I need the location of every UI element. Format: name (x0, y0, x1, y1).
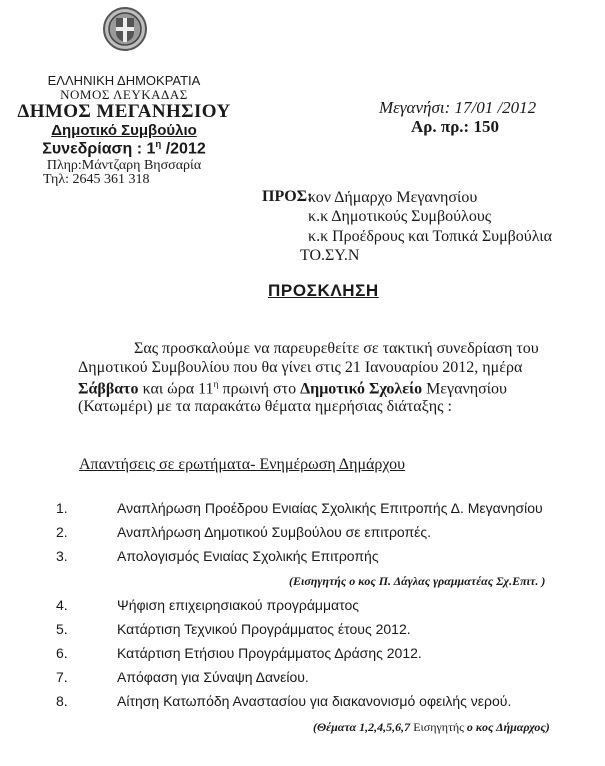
agenda-item-number: 6. (56, 645, 68, 661)
agenda-item-text: Απολογισμός Ενιαίας Σχολικής Επιτροπής (117, 548, 379, 564)
agenda-item-number: 4. (56, 597, 68, 613)
body-line-4: (Κατωμέρι) με τα παρακάτω θέματα ημερήσιας διάταξης : (78, 398, 452, 415)
recipient-line: κ.κ Προέδρους και Τοπικά Συμβούλια (308, 228, 552, 245)
body-line-1: Σας προσκαλούμε να παρευρεθείτε σε τακτική συνεδρίαση του (134, 340, 539, 357)
note-mayor: ο κος Δήμαρχος) (463, 720, 550, 734)
agenda-final-note (313, 720, 550, 735)
document-date: Μεγανήσι: 17/01 /2012 (379, 98, 537, 117)
agenda-item-3-note: (Εισηγητής ο κος Π. Δάγλας γραμματέας Σχ.Επιτ. ) (289, 574, 546, 588)
meeting-venue: Δημοτικό Σχολείο (300, 380, 423, 398)
session-suffix: /2012 (161, 140, 206, 158)
session-number (4, 139, 244, 158)
time-prefix: και ώρα 11 (138, 380, 214, 398)
agenda-item-text: Ψήφιση επιχειρησιακού προγράμματος (117, 597, 360, 613)
agenda-item-number: 7. (56, 669, 68, 685)
agenda-item-number: 8. (56, 693, 68, 709)
body-line-2: Δημοτικού Συμβουλίου που θα γίνει στις 21 Ιανουαρίου 2012, ημέρα (78, 359, 523, 376)
agenda-item-text: Αίτηση Κατωπόδη Αναστασίου για διακανονισμό οφειλής νερού. (117, 693, 512, 709)
agenda-item-text: Κατάρτιση Τεχνικού Προγράμματος έτους 2012. (117, 621, 411, 637)
agenda-heading: Απαντήσεις σε ερωτήματα- Ενημέρωση Δημάρχου (79, 456, 406, 473)
municipality-name: ΔΗΜΟΣ ΜΕΓΑΝΗΣΙΟΥ (17, 101, 231, 122)
recipient-line: κ.κ Δημοτικούς Συμβούλους (308, 208, 492, 225)
recipient-line: κον Δήμαρχο Μεγανησίου (308, 189, 478, 206)
agenda-item-text: Απόφαση για Σύναψη Δανείου. (117, 669, 309, 685)
session-sup: η (155, 139, 162, 150)
phone-number: Τηλ: 2645 361 318 (43, 172, 150, 187)
body-line-3 (78, 379, 507, 398)
meeting-day: Σάββατο (78, 380, 139, 398)
venue-suffix: Μεγανησίου (422, 380, 507, 398)
note-topics: (Θέματα 1,2,4,5,6,7 (313, 720, 414, 734)
protocol-number: Αρ. πρ.: 150 (411, 117, 499, 136)
recipients-label: ΠΡΟΣ: (262, 188, 313, 205)
prefecture-name: ΝΟΜΟΣ ΛΕΥΚΑΔΑΣ (60, 87, 188, 102)
agenda-item-number: 5. (56, 621, 68, 637)
agenda-item-number: 3. (56, 548, 68, 564)
agenda-item-number: 2. (56, 524, 68, 540)
session-prefix: Συνεδρίαση : 1 (42, 140, 156, 158)
time-suffix: πρωινή στο (218, 380, 301, 398)
agenda-item-text: Κατάρτιση Ετήσιου Προγράμματος Δράσης 2012. (117, 645, 422, 661)
coat-of-arms-icon (102, 4, 148, 54)
agenda-item-text: Αναπλήρωση Προέδρου Ενιαίας Σχολικής Επιτροπής Δ. Μεγανησίου (117, 500, 543, 516)
agenda-item-number: 1. (56, 500, 68, 516)
country-name: ΕΛΛΗΝΙΚΗ ΔΗΜΟΚΡΑΤΙΑ (47, 73, 201, 88)
contact-person: Πληρ:Μάντζαρη Βησσαρία (46, 158, 202, 173)
recipient-line: ΤΟ.ΣΥ.Ν (300, 247, 360, 264)
note-rapporteur: Εισηγητής (413, 720, 464, 734)
time-sup: η (213, 379, 219, 390)
agenda-item-text: Αναπλήρωση Δημοτικού Συμβούλου σε επιτροπές. (117, 524, 432, 540)
council-name: Δημοτικό Συμβούλιο (51, 122, 197, 139)
document-title: ΠΡΟΣΚΛΗΣΗ (268, 281, 379, 300)
